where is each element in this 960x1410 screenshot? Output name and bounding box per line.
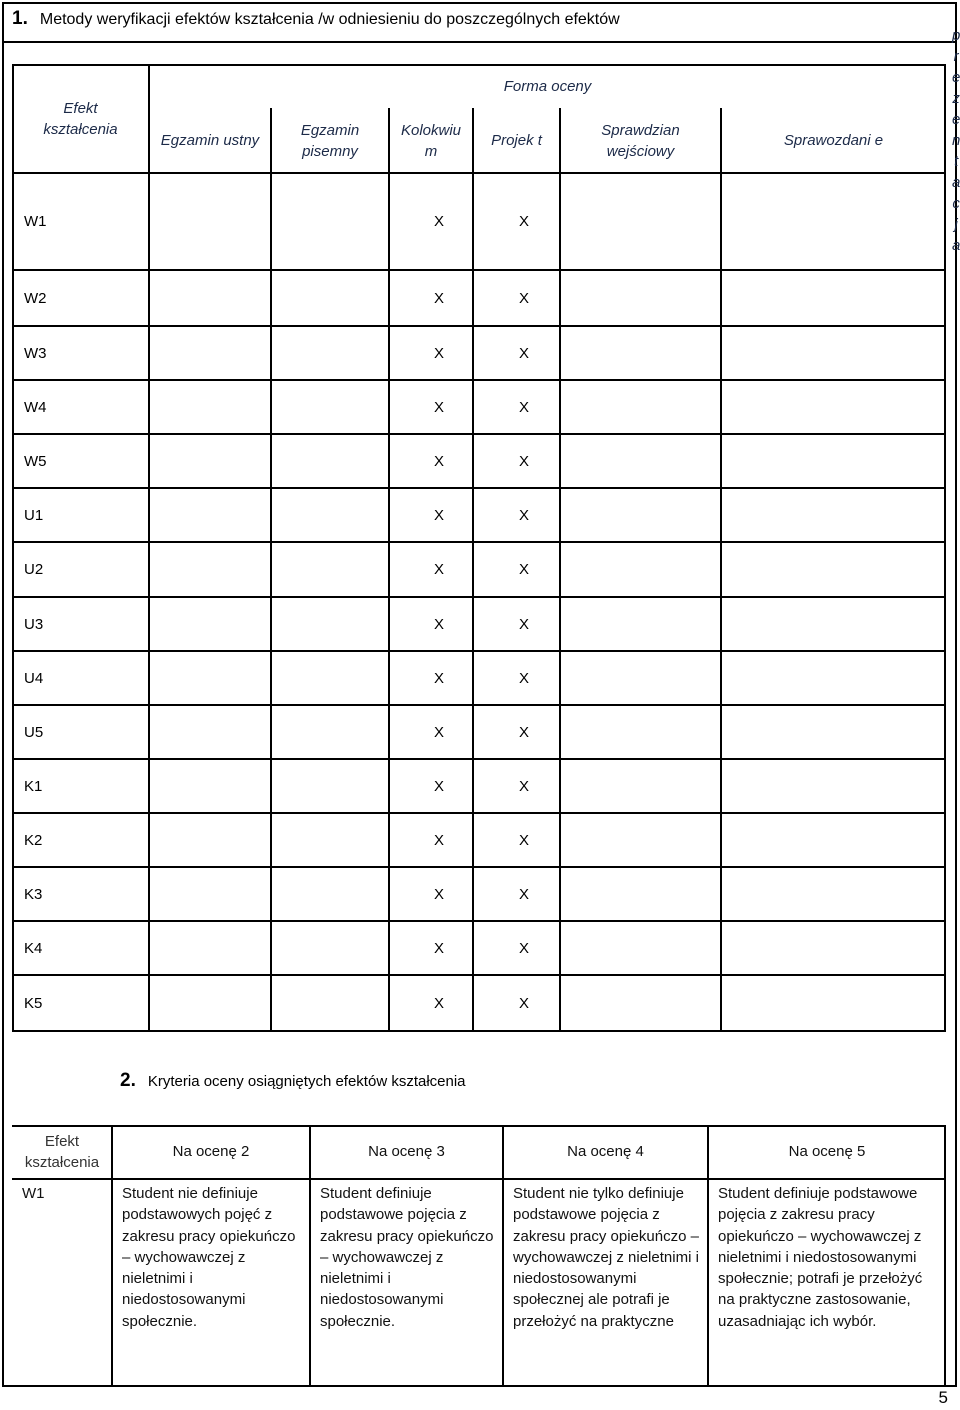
table1-row-divider xyxy=(12,866,946,868)
table1-column-header: prezentacj a xyxy=(952,27,960,254)
table1-row-label: U5 xyxy=(24,723,44,741)
table1-col-divider xyxy=(559,108,561,1032)
table2-border-bottom xyxy=(12,1385,946,1387)
table1-row-label: U3 xyxy=(24,615,44,633)
table2-criteria-cell: Student definiuje podstawowe pojęcia z zakresu pracy opiekuńczo – wychowawczej z nieletnimi i niedostosowanymi społecznie. xyxy=(320,1185,494,1330)
table1-mark: X xyxy=(433,831,444,849)
table1-row-label: K5 xyxy=(24,995,43,1012)
table1-row-divider xyxy=(12,433,946,435)
table1-row-divider xyxy=(12,974,946,976)
table2-row-label: W1 xyxy=(22,1185,45,1202)
table1-border-top xyxy=(12,64,946,66)
table1-mark: X xyxy=(433,939,444,957)
assessment-methods-table xyxy=(12,27,960,1032)
table1-mark: X xyxy=(518,289,529,307)
table1-mark: X xyxy=(518,615,529,633)
table2-criteria-cell: Student definiuje podstawowe pojęcia z zakresu pracy opiekuńczo – wychowawczej z nieletnimi i niedostosowanymi społecznie; potrafi je przełożyć na praktyczne zastosowanie, uzasadniając ich wybór. xyxy=(718,1185,923,1330)
table1-mark: X xyxy=(518,995,529,1012)
table1-row-divider xyxy=(12,704,946,706)
table1-mark: X xyxy=(518,669,529,687)
section-1-title: Metody weryfikacji efektów kształcenia /w odniesieniu do poszczególnych efektów xyxy=(39,11,620,28)
table1-row-divider xyxy=(12,325,946,327)
table1-border-right xyxy=(944,64,946,1032)
table1-column-header: Kolokwiu m xyxy=(400,121,462,160)
table1-column-header: Projek t xyxy=(491,132,542,149)
table1-mark: X xyxy=(518,452,529,470)
table1-row-label: W1 xyxy=(24,213,47,230)
table2-corner-header: Efekt kształcenia xyxy=(24,1132,100,1171)
table1-mark: X xyxy=(518,344,529,362)
table2-column-header: Na ocenę 4 xyxy=(567,1143,644,1161)
table1-border-bottom xyxy=(12,1030,946,1032)
table2-column-header: Na ocenę 5 xyxy=(788,1143,866,1161)
table1-row-label: W4 xyxy=(24,398,47,416)
section-2-heading xyxy=(120,1069,466,1094)
table1-row-label: U1 xyxy=(24,506,44,524)
table1-mark: X xyxy=(518,723,529,741)
table1-row-label: W2 xyxy=(24,289,47,307)
table1-mark: X xyxy=(518,885,529,903)
table1-row-label: K2 xyxy=(24,831,43,849)
table1-mark: X xyxy=(433,995,444,1012)
table1-mark: X xyxy=(433,289,444,307)
table1-column-header: Egzamin pisemny xyxy=(300,121,360,160)
table1-mark: X xyxy=(518,213,529,230)
table2-column-header: Na ocenę 2 xyxy=(172,1143,250,1161)
table1-mark: X xyxy=(433,561,444,578)
table1-mark: X xyxy=(433,213,444,230)
section-1-heading xyxy=(12,8,620,31)
table1-mark: X xyxy=(518,506,529,524)
table1-row-divider xyxy=(12,650,946,652)
table1-mark: X xyxy=(518,777,529,795)
table1-mark: X xyxy=(433,452,444,470)
header-divider xyxy=(2,41,957,43)
table1-mark: X xyxy=(433,669,444,687)
table1-column-header: Sprawdzian wejściowy xyxy=(601,121,680,160)
table1-mark: X xyxy=(433,885,444,903)
section-2-number: 2. xyxy=(120,1070,136,1091)
table1-col-divider xyxy=(472,108,474,1032)
table1-mark: X xyxy=(518,398,529,416)
table1-mark: X xyxy=(433,506,444,524)
table1-row-label: K4 xyxy=(24,939,43,957)
table1-col-divider xyxy=(720,108,722,1032)
table1-mark: X xyxy=(518,561,529,578)
table1-row-divider xyxy=(12,541,946,543)
table1-column-header: Sprawozdani e xyxy=(783,132,884,149)
table1-row-divider xyxy=(12,269,946,271)
table1-row-label: K3 xyxy=(24,885,43,903)
table1-row-label: K1 xyxy=(24,777,43,795)
table2-column-header: Na ocenę 3 xyxy=(368,1143,445,1161)
table1-mark: X xyxy=(433,615,444,633)
table1-col-divider xyxy=(388,108,390,1032)
table1-column-header: Egzamin ustny xyxy=(160,132,260,149)
table1-row-divider xyxy=(12,487,946,489)
table1-mark: X xyxy=(518,831,529,849)
table1-mark: X xyxy=(433,723,444,741)
grading-criteria-table xyxy=(12,1125,946,1387)
table1-mark: X xyxy=(518,939,529,957)
table1-row-divider xyxy=(12,920,946,922)
section-1-number: 1. xyxy=(12,8,28,29)
table1-row-label: U2 xyxy=(24,561,44,578)
table1-row-label: W3 xyxy=(24,344,47,362)
table1-col-divider xyxy=(270,108,272,1032)
table2-criteria-cell: Student nie tylko definiuje podstawowe pojęcia z zakresu pracy opiekuńczo – wychowawczej z nieletnimi i niedostosowanymi społecznej ale potrafi je przełożyć na praktyczne xyxy=(513,1185,699,1330)
table1-row-label: U4 xyxy=(24,669,44,687)
table1-mark: X xyxy=(433,777,444,795)
table1-row-label: W5 xyxy=(24,452,47,470)
table1-mark: X xyxy=(433,344,444,362)
table1-corner-header: Efekt kształcenia xyxy=(43,99,118,138)
table1-mark: X xyxy=(433,398,444,416)
table1-row-divider xyxy=(12,758,946,760)
table1-group-header: Forma oceny xyxy=(503,77,592,95)
table1-row-divider xyxy=(12,812,946,814)
page-number: 5 xyxy=(938,1388,948,1407)
section-2-title: Kryteria oceny osiągniętych efektów kształcenia xyxy=(147,1073,466,1090)
table1-row-divider xyxy=(12,596,946,598)
table2-criteria-cell: Student nie definiuje podstawowych pojęć z zakresu pracy opiekuńczo – wychowawczej z nieletnimi i niedostosowanymi społecznie. xyxy=(122,1185,296,1330)
table1-row-divider xyxy=(12,379,946,381)
